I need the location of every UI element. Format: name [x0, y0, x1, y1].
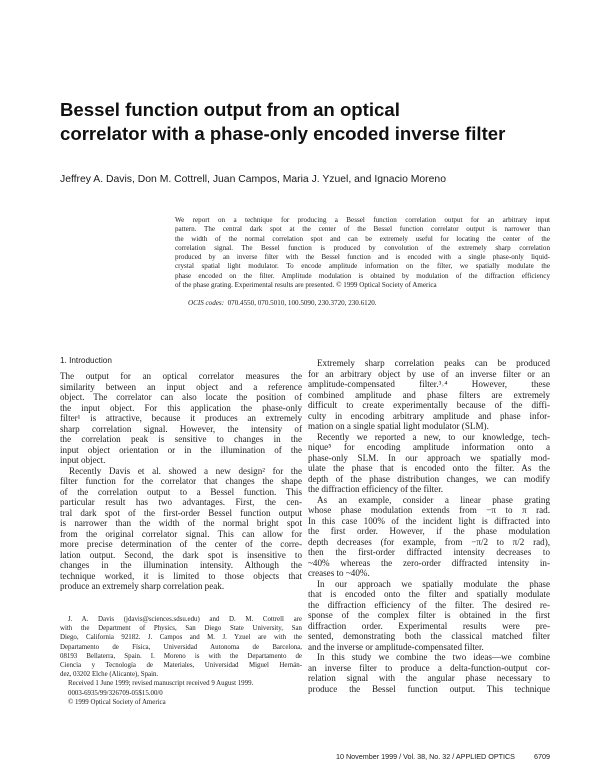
body-line: Extremely sharp correlation peaks can be produced	[317, 358, 550, 368]
article-code: 0003-6935/99/326709-05$15.00/0	[68, 689, 163, 697]
body-line: more precise determination of the center of the corre-	[60, 539, 302, 549]
right-column	[308, 358, 550, 694]
body-line: filter function for the correlator that changes the shape	[60, 476, 302, 486]
body-line: As an example, consider a linear phase grating	[317, 494, 550, 505]
author-affiliation-footnote	[60, 615, 302, 707]
body-line: then the first-order diffracted intensity decreases to	[308, 547, 550, 557]
body-line: the diffraction efficiency of the filter. The desired re-	[308, 599, 550, 610]
body-line: In our approach we spatially modulate the phase	[317, 578, 550, 589]
abstract-line: the width of the normal correlation spot and can be extremely useful for locating the center of the	[175, 234, 550, 243]
body-line: filter¹ is attractive, because it produces an extremely	[60, 413, 302, 423]
body-line: Recently we reported a new, to our knowledge, tech-	[317, 431, 550, 442]
body-line: similarity between an input object and a reference	[60, 381, 302, 392]
body-line: lation output. Second, the dark spot is insensitive to	[60, 549, 302, 560]
author-list: Jeffrey A. Davis, Don M. Cottrell, Juan Campos, Maria J. Yzuel, and Ignacio Moreno	[60, 174, 446, 185]
body-line: is narrower than the width of the normal bright spot	[60, 518, 302, 528]
body-line: whose phase modulation extends from −π to π rad.	[308, 505, 550, 515]
body-line: amplitude-compensated filter.³˒⁴ However, these	[308, 379, 550, 389]
footnote-line: Departamento de Física, Universidad Autonoma de Barcelona,	[60, 643, 302, 651]
body-line: particular result has two advantages. First, the cen-	[60, 497, 302, 507]
body-line: relation signal with the angular phase necessary to	[308, 673, 550, 683]
body-line: produce an extremely sharp correlation peak.	[60, 581, 225, 591]
page-footer	[336, 752, 550, 761]
section-heading: 1. Introduction	[60, 356, 112, 365]
abstract-line: phase encoded on the filter. Amplitude modulation is obtained by modulation of the diffraction efficiency	[175, 271, 550, 280]
abstract-line: We report on a technique for producing a Bessel function correlation output for an arbitrary input	[175, 216, 550, 224]
body-line: sented, demonstrating both the classical matched filter	[308, 631, 550, 641]
body-line: sharp correlation signal. However, the intensity of	[60, 423, 302, 434]
footnote-line: J. A. Davis (jdavis@sciences.sdsu.edu) and D. M. Cottrell are	[68, 616, 302, 623]
copyright-notice: © 1999 Optical Society of America	[68, 698, 166, 706]
body-line: depth decreases (for example, from −π/2 to π/2 rad),	[308, 536, 550, 547]
body-line: nique⁵ for encoding amplitude information onto a	[308, 442, 550, 452]
body-line: input object orientation or in the illumination of the	[60, 444, 302, 455]
footnote-line: with the Department of Physics, San Diego State University, San	[60, 625, 302, 633]
body-line: input object.	[60, 455, 106, 465]
body-line: of the correlation output to a Bessel function. This	[60, 486, 302, 497]
footnote-line: dez, 03202 Elche (Alicante), Spain.	[60, 671, 159, 679]
body-line: and the inverse or amplitude-compensated filter.	[308, 641, 484, 652]
body-line: combined amplitude and phase filters are extremely	[308, 389, 550, 400]
body-line: tral dark spot of the first-order Bessel function output	[60, 507, 302, 518]
title-line: correlator with a phase-only encoded inverse filter	[60, 123, 506, 144]
abstract-line: produced by an inverse filter with the Bessel function and is encoded with a single phase-only liquid-	[175, 253, 550, 261]
paper-title	[60, 98, 540, 146]
body-line: ulate the phase that is encoded onto the filter. As the	[308, 463, 550, 473]
body-line: The output for an optical correlator measures the	[60, 371, 302, 381]
received-dates: Received 1 June 1999; revised manuscript received 9 August 1999.	[68, 680, 254, 688]
body-line: phase-only SLM. In our approach we spatially mod-	[308, 452, 550, 463]
footnote-line: Diego, California 92182. J. Campos and M. J. Yzuel are with the	[60, 634, 302, 642]
footnote-line: 08193 Bellaterra, Spain. I. Moreno is with the Departamento de	[60, 652, 302, 660]
footnote-line: Ciencia y Tecnología de Materiales, Universidad Miguel Hernán-	[60, 662, 302, 670]
body-line: changes in the illumination intensity. Although the	[60, 560, 302, 570]
body-line: technique worked, it is limited to those objects that	[60, 570, 302, 581]
body-line: ~40% whereas the zero-order diffracted intensity in-	[308, 557, 550, 568]
abstract	[175, 216, 550, 290]
body-line: mation on a single spatial light modulator (SLM).	[308, 421, 489, 431]
body-line: the input object. For this application the phase-only	[60, 402, 302, 413]
body-line: from the original correlator signal. This can allow for	[60, 528, 302, 539]
page-number: 6709	[534, 752, 550, 761]
body-line: that is encoded onto the filter and spatially modulate	[308, 589, 550, 599]
abstract-line: of the phase grating. Experimental results are presented. © 1999 Optical Society of America	[175, 280, 437, 289]
body-line: produce the Bessel function output. This technique	[308, 683, 550, 694]
body-line: diffraction order. Experimental results were pre-	[308, 620, 550, 631]
body-line: the diffraction efficiency of the filter.	[308, 484, 444, 494]
body-line: an inverse filter to produce a delta-function-output cor-	[308, 662, 550, 673]
body-line: for an arbitrary object by use of an inverse filter or an	[308, 368, 550, 379]
body-line: depth of the phase distribution changes, we can modify	[308, 473, 550, 484]
ocis-code-list: 070.4550, 070.5010, 100.5090, 230.3720, 230.6120.	[227, 299, 377, 307]
body-line: the correlation peak is sensitive to changes in the	[60, 434, 302, 444]
body-line: In this study we combine the two ideas—we combine	[317, 652, 550, 662]
body-line: Recently Davis et al. showed a new design² for the	[69, 465, 302, 476]
journal-issue-info: 10 November 1999 / Vol. 38, No. 32 / APPLIED OPTICS	[336, 752, 515, 761]
left-column	[60, 371, 302, 592]
body-line: difficult to create experimentally because of the diffi-	[308, 400, 550, 410]
body-line: creases to ~40%.	[308, 568, 370, 578]
ocis-codes	[188, 299, 377, 307]
abstract-line: crystal spatial light modulator. To encode amplitude information on the filter, we spatially modulate the	[175, 262, 550, 271]
body-line: the first order. However, if the phase modulation	[308, 526, 550, 536]
abstract-line: correlation signal. The Bessel function is produced by convolution of the extremely sharp correlation	[175, 243, 550, 252]
abstract-line: pattern. The central dark spot at the center of the Bessel function correlator output is narrower than	[175, 225, 550, 234]
ocis-label: OCIS codes:	[188, 299, 225, 307]
body-line: culty in encoding arbitrary amplitude and phase infor-	[308, 410, 550, 421]
body-line: object. The correlator can also locate the position of	[60, 392, 302, 402]
title-line: Bessel function output from an optical	[60, 99, 400, 120]
body-line: sponse of the complex filter is obtained in the first	[308, 610, 550, 620]
body-line: In this case 100% of the incident light is diffracted into	[308, 515, 550, 526]
